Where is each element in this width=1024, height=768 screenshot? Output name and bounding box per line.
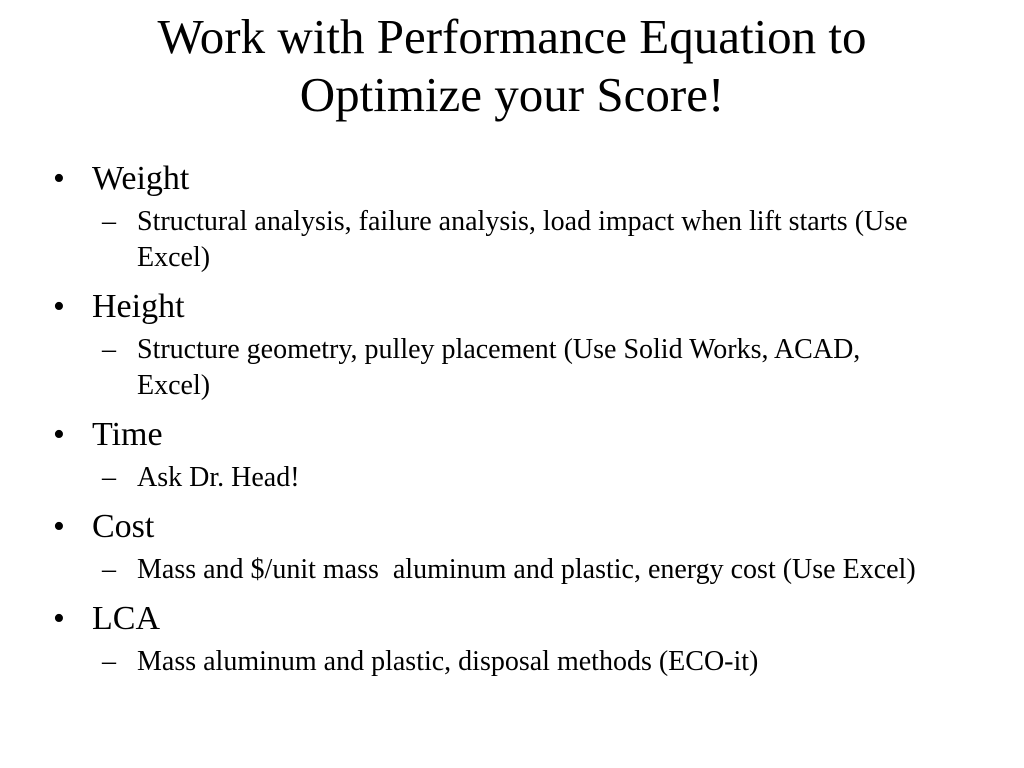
list-item-height: [50, 286, 950, 404]
sub-bullet-lca: [50, 644, 927, 680]
sub-bullet-cost: [50, 552, 927, 588]
list-item-time: [50, 414, 950, 496]
title-line-2: Optimize your Score!: [299, 67, 725, 122]
sub-bullet-text: Structure geometry, pulley placement (Use Solid Works, ACAD, Excel): [137, 334, 861, 401]
bullet-label: Weight: [92, 160, 190, 197]
bullet-label: Time: [92, 416, 163, 453]
sub-bullet-text: Ask Dr. Head!: [137, 462, 300, 493]
bullet-label: Height: [92, 288, 185, 325]
sub-bullet-text: Structural analysis, failure analysis, load impact when lift starts (Use Excel): [137, 206, 908, 273]
dash-icon: –: [102, 206, 116, 237]
dash-icon: –: [102, 646, 116, 677]
sub-bullet-text: Mass and $/unit mass aluminum and plastic, energy cost (Use Excel): [137, 554, 916, 585]
sub-bullet-height: [50, 332, 927, 404]
bullet-dot-icon: •: [53, 600, 65, 637]
sub-bullet-weight: [50, 204, 927, 276]
bullet-list: [50, 158, 950, 688]
bullet-cost: [50, 506, 950, 548]
bullet-dot-icon: •: [53, 508, 65, 545]
bullet-weight: [50, 158, 950, 200]
list-item-weight: [50, 158, 950, 276]
bullet-dot-icon: •: [53, 288, 65, 325]
bullet-label: Cost: [92, 508, 155, 545]
dash-icon: –: [102, 462, 116, 493]
title-line-1: Work with Performance Equation to: [157, 9, 867, 64]
bullet-lca: [50, 598, 950, 640]
bullet-label: LCA: [92, 600, 160, 637]
list-item-cost: [50, 506, 950, 588]
sub-bullet-time: [50, 460, 927, 496]
sub-bullet-text: Mass aluminum and plastic, disposal methods (ECO-it): [137, 646, 759, 677]
dash-icon: –: [102, 334, 116, 365]
list-item-lca: [50, 598, 950, 680]
bullet-dot-icon: •: [53, 416, 65, 453]
slide-title: [0, 8, 1024, 124]
bullet-time: [50, 414, 950, 456]
bullet-dot-icon: •: [53, 160, 65, 197]
dash-icon: –: [102, 554, 116, 585]
bullet-height: [50, 286, 950, 328]
